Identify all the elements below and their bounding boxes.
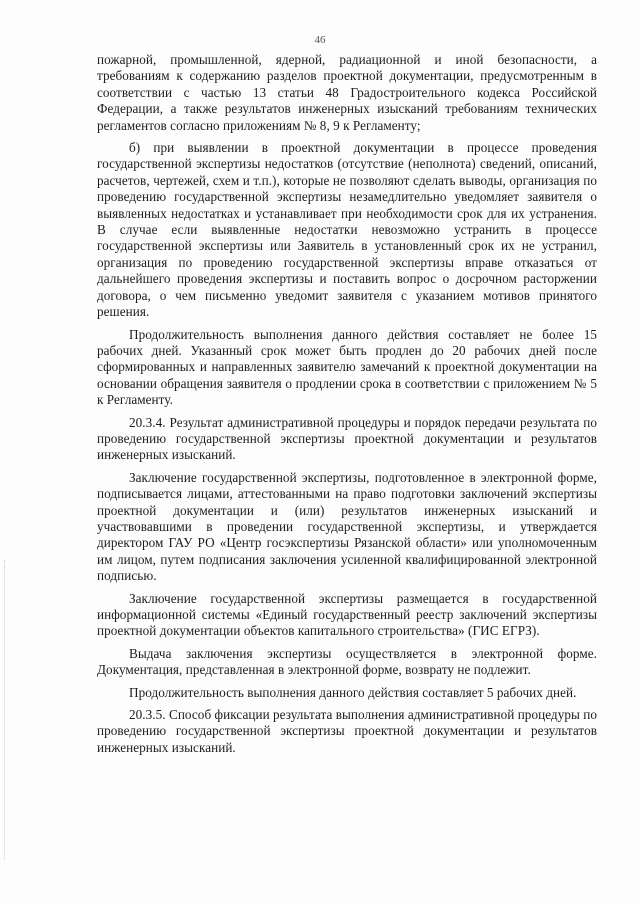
scan-margin-artifact (4, 560, 9, 860)
page-number: 46 (314, 34, 326, 46)
paragraph-conclusion-placement: Заключение государственной экспертизы размещается в государственной информационной системы «Единый государственный реестр заключений экспертизы проектной документации объектов капитального строительства» (ГИС ЕГРЗ). (97, 590, 597, 639)
paragraph-duration-2: Продолжительность выполнения данного действия составляет 5 рабочих дней. (129, 684, 577, 700)
section-20-3-4-heading: 20.3.4. Результат административной процедуры и порядок передачи результата по проведению государственной экспертизы проектной документации и результатов инженерных изысканий. (97, 414, 597, 463)
paragraph-issuance: Выдача заключения экспертизы осуществляется в электронной форме. Документация, представленная в электронной форме, возврату не подлежит. (97, 645, 597, 678)
paragraph-continuation: пожарной, промышленной, ядерной, радиационной и иной безопасности, а требованиям к содержанию разделов проектной документации, предусмотренным в соответствии с частью 13 статьи 48 Градостроительного кодекса Российской Федерации, а также результатов инженерных изысканий требованиям технических регламентов согласно приложениям № 8, 9 к Регламенту; (97, 52, 597, 133)
paragraph-duration-1: Продолжительность выполнения данного действия составляет не более 15 рабочих дней. Указанный срок может быть продлен до 20 рабочих дней после сформированных и направленных заявителю замечаний к проектной документации на основании обращения заявителя о продлении срока в соответствии с приложением № 5 к Регламенту. (97, 326, 597, 408)
section-20-3-5-heading: 20.3.5. Способ фиксации результата выполнения административной процедуры по проведению государственной экспертизы проектной документации и результатов инженерных изысканий. (97, 707, 597, 755)
document-body (97, 52, 597, 762)
paragraph-item-b: б) при выявлении в проектной документации в процессе проведения государственной экспертизы недостатков (отсутствие (неполнота) сведений, описаний, расчетов, чертежей, схем и т.п.), которые не позволяют сделать выводы, организация по проведению государственной экспертизы незамедлительно уведомляет заявителя о выявленных недостатках и устанавливает при необходимости срок для их устранения. В случае если выявленные недостатки невозможно устранить в процессе государственной экспертизы или Заявитель в установленный срок их не устранил, организация по проведению государственной экспертизы вправе отказаться от дальнейшего проведения экспертизы и поставить вопрос о досрочном расторжении договора, о чем письменно уведомит заявителя с указанием мотивов принятого решения. (97, 140, 597, 320)
paragraph-conclusion-signing: Заключение государственной экспертизы, подготовленное в электронной форме, подписывается лицами, аттестованными на право подготовки заключений экспертизы проектной документации и (или) результатов инженерных изысканий и участвовавшими в проведении государственной экспертизы, и утверждается директором ГАУ РО «Центр госэкспертизы Рязанской области» или уполномоченным им лицом, путем подписания заключения усиленной квалифицированной электронной подписью. (97, 469, 597, 584)
